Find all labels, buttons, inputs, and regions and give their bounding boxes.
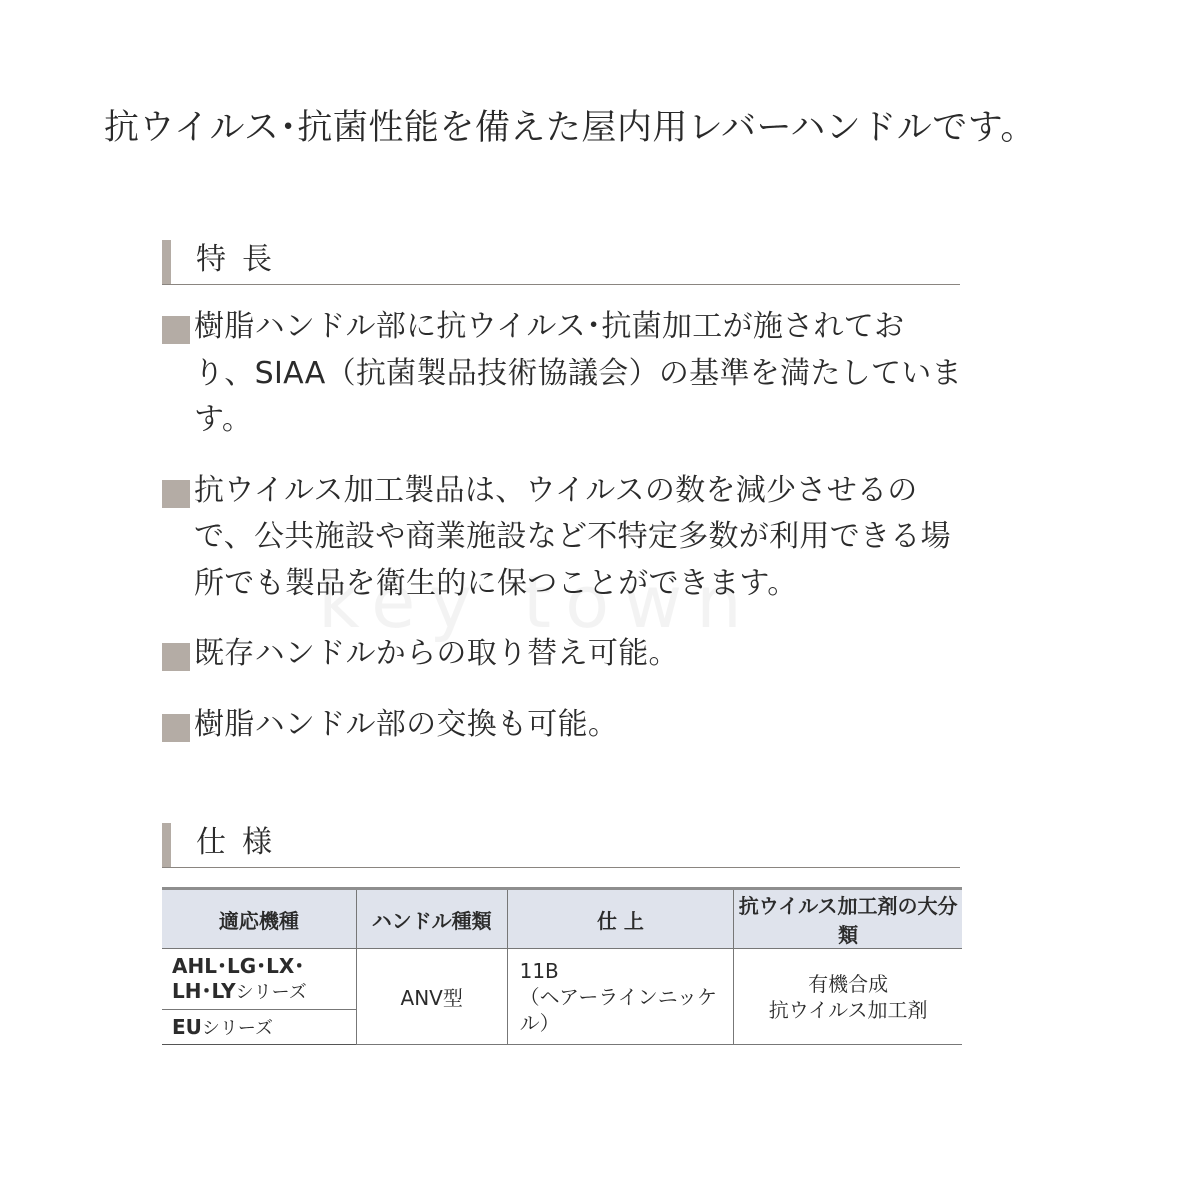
header-agent: 抗ウイルス加工剤の大分類 — [734, 889, 962, 949]
model-suffix: シリーズ — [201, 1018, 274, 1039]
features-title: 特長 — [196, 242, 288, 277]
feature-list — [162, 304, 962, 772]
feature-text: 樹脂ハンドル部の交換も可能。 — [194, 706, 619, 742]
section-marker — [162, 240, 171, 284]
spec-header-row — [162, 889, 962, 949]
bullet-square-icon — [162, 480, 190, 508]
agent-line: 抗ウイルス加工剤 — [768, 997, 928, 1022]
bullet-square-icon — [162, 714, 190, 742]
feature-item — [162, 702, 962, 749]
model-cell — [162, 949, 356, 1010]
header-finish: 仕 上 — [507, 889, 734, 949]
header-handle-type: ハンドル種類 — [356, 889, 507, 949]
feature-text: 抗ウイルス加工製品は、ウイルスの数を減少させるので、公共施設や商業施設など不特定多数が利用できる場所でも製品を衛生的に保つことができます。 — [194, 472, 951, 601]
model-line: AHL･LG･LX･ — [172, 953, 305, 978]
section-marker — [162, 823, 171, 867]
spec-title: 仕様 — [196, 825, 288, 860]
agent-cell — [734, 949, 962, 1045]
finish-code: 11B — [519, 958, 559, 983]
feature-text: 既存ハンドルからの取り替え可能。 — [194, 636, 679, 671]
model-line: EU — [172, 1015, 202, 1039]
features-section-header — [162, 240, 960, 285]
table-row — [162, 949, 962, 1010]
watermark — [318, 560, 756, 644]
intro-text: 抗ウイルス･抗菌性能を備えた屋内用レバーハンドルです。 — [104, 108, 1036, 148]
agent-line: 有機合成 — [808, 971, 889, 996]
bullet-square-icon — [162, 643, 190, 671]
model-cell — [162, 1010, 356, 1045]
finish-cell — [507, 949, 734, 1045]
header-models: 適応機種 — [162, 889, 356, 949]
handle-type-cell: ANV型 — [356, 949, 507, 1045]
bullet-square-icon — [162, 316, 190, 344]
feature-item — [162, 304, 962, 444]
model-line: LH･LY — [172, 978, 236, 1003]
finish-name: （ヘアーラインニッケル） — [519, 984, 717, 1035]
model-suffix: シリーズ — [235, 981, 307, 1003]
spec-table — [162, 887, 962, 1045]
feature-text: 樹脂ハンドル部に抗ウイルス･抗菌加工が施されており、SIAA（抗菌製品技術協議会）の基準を満たしています。 — [194, 309, 962, 437]
spec-section-header — [162, 823, 960, 868]
